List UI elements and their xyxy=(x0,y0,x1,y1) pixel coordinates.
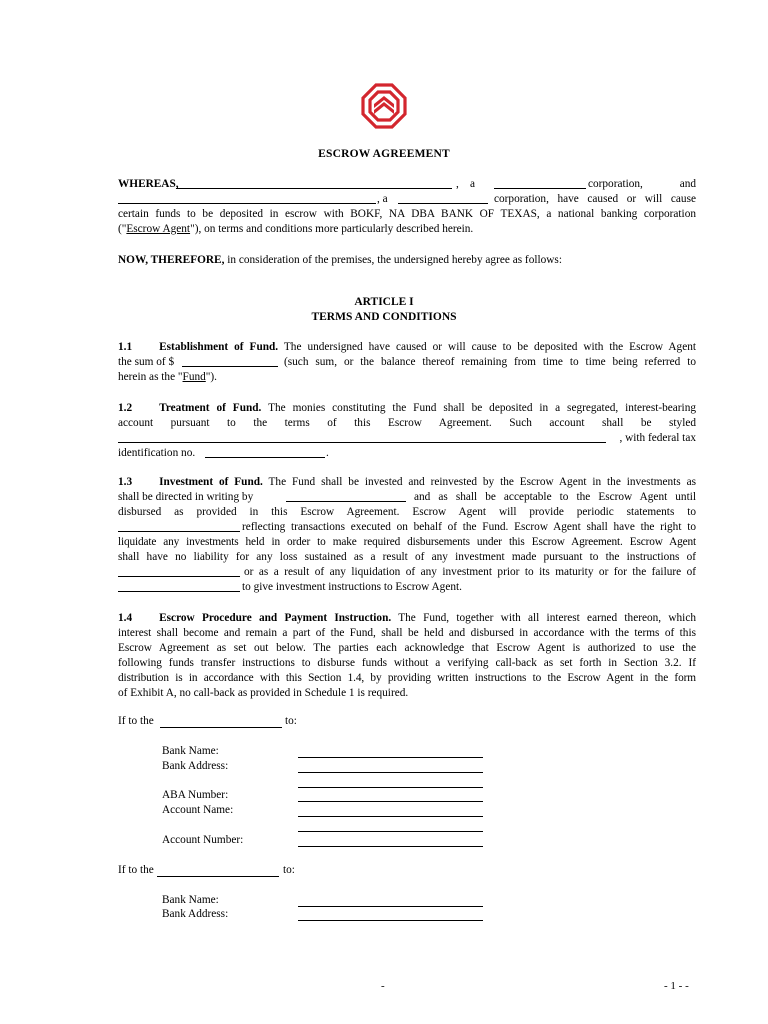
instr1-aba-field[interactable] xyxy=(298,801,483,802)
tax-id-blank[interactable] xyxy=(205,457,325,458)
instr1-account-name-field-1[interactable] xyxy=(298,816,483,817)
section-1-1-heading: Establishment of Fund. xyxy=(159,341,279,353)
instr2-bank-address-label: Bank Address: xyxy=(162,908,229,920)
section-1-2-heading: Treatment of Fund. xyxy=(159,402,262,414)
instr2-bank-name-label: Bank Name: xyxy=(162,894,219,906)
direction-party-blank[interactable] xyxy=(286,501,406,502)
fund-amount-blank[interactable] xyxy=(182,366,278,367)
instr2-to: to: xyxy=(283,864,295,876)
account-style-blank[interactable] xyxy=(118,442,606,443)
party-two-blank[interactable] xyxy=(118,203,376,204)
document-title: ESCROW AGREEMENT xyxy=(318,148,450,160)
whereas-corporation-and: corporation, and xyxy=(587,178,696,190)
instr1-aba-label: ABA Number: xyxy=(162,789,229,801)
section-1-1: 1.1 Establishment of Fund. The undersigned have caused or will cause to be deposited with the Escrow Agent the sum of $ (such sum, or the balance thereof remaining from time to time being referred to herein as the "Fund"). xyxy=(118,341,697,383)
section-1-3: 1.3 Investment of Fund. The Fund shall be invested and reinvested by the Escrow Agent in the investments as shall be directed in writing by and as shall be acceptable to the Escrow Agent until disbursed as provided in this Escrow Agreement. Escrow Agent will provide periodic statements to reflecting transactions executed on behalf of the Fund. Escrow Agent shall have the right to liquidate any investments held in order to make required disbursements under this Escrow Agreement. Escrow Agent shall have no liability for any loss sustained as a result of any investment made pursuant to the instructions of or as a result of any liquidation of any investment prior to its maturity or for the failure of to give investment instructions to Escrow Agent. xyxy=(118,476,696,593)
instr1-bank-name-field[interactable] xyxy=(298,757,483,758)
instr1-bank-address-field-1[interactable] xyxy=(298,772,483,773)
whereas-text2: certain funds to be deposited in escrow with BOKF, NA DBA BANK OF TEXAS, a national banking corporation xyxy=(118,208,696,220)
instr1-account-name-field-2[interactable] xyxy=(298,831,483,832)
instr1-to: to: xyxy=(285,715,297,727)
instr1-account-number-label: Account Number: xyxy=(162,834,244,846)
instr1-party-blank[interactable] xyxy=(160,727,282,728)
instr1-bank-name-label: Bank Name: xyxy=(162,745,219,757)
escrow-agent-term: Escrow Agent xyxy=(126,223,191,235)
party-one-state-blank[interactable] xyxy=(494,188,586,189)
party-one-blank[interactable] xyxy=(176,188,452,189)
instr1-account-number-field[interactable] xyxy=(298,846,483,847)
instr2-if-to: If to the xyxy=(118,864,154,876)
whereas-a: a xyxy=(470,178,476,190)
instr2-bank-address-field[interactable] xyxy=(298,920,483,921)
article-number: ARTICLE I xyxy=(354,296,414,308)
instructions-party-blank[interactable] xyxy=(118,576,240,577)
whereas-a2: , a xyxy=(377,193,388,205)
section-1-3-heading: Investment of Fund. xyxy=(159,476,263,488)
instr1-if-to: If to the xyxy=(118,715,154,727)
whereas-paragraph: WHEREAS, , a corporation, and , a corporation, have caused or will cause certain funds to be deposited in escrow with BOKF, NA DBA BANK OF TEXAS, a national banking corporation ("Escrow Agent"), on terms and conditions more particularly described herein. xyxy=(118,178,696,235)
footer-left: - xyxy=(381,980,385,992)
section-1-4: 1.4 Escrow Procedure and Payment Instruction. The Fund, together with all interest earned thereon, which interest shall become and remain a part of the Fund, shall be held and disbursed in accordance with the terms of this Escrow Agreement as set out below. The parties each acknowledge that Escrow Agent is authorized to use the following funds transfer instructions to disburse funds without a verifying call-back as set forth in Section 3.2. If distribution is in accordance with this Section 1.4, by providing written instructions to the Escrow Agent in the form of Exhibit A, no call-back as provided in Schedule 1 is required. xyxy=(118,612,696,699)
section-1-4-heading: Escrow Procedure and Payment Instruction. xyxy=(159,612,392,624)
page-number: - 1 - - xyxy=(664,980,689,992)
party-two-state-blank[interactable] xyxy=(398,203,488,204)
instr1-account-name-label: Account Name: xyxy=(162,804,234,816)
bank-of-texas-logo-icon xyxy=(360,82,408,130)
instr2-bank-name-field[interactable] xyxy=(298,906,483,907)
article-heading: TERMS AND CONDITIONS xyxy=(311,311,457,323)
now-therefore-paragraph: NOW, THEREFORE, in consideration of the premises, the undersigned hereby agree as follows: xyxy=(118,254,562,266)
statement-recipient-blank[interactable] xyxy=(118,531,240,532)
whereas-text1: corporation, have caused or will cause xyxy=(494,193,696,205)
instr1-bank-address-label: Bank Address: xyxy=(162,760,229,772)
failure-party-blank[interactable] xyxy=(118,591,240,592)
fund-term: Fund xyxy=(182,371,206,383)
instr1-bank-address-field-2[interactable] xyxy=(298,787,483,788)
instr2-party-blank[interactable] xyxy=(157,876,279,877)
section-1-2: 1.2 Treatment of Fund. The monies constituting the Fund shall be deposited in a segregated, interest-bearing account pursuant to the terms of this Escrow Agreement. Such account shall be styled , with federal tax identification no. . xyxy=(118,402,696,459)
whereas-lead: WHEREAS, xyxy=(118,178,179,190)
